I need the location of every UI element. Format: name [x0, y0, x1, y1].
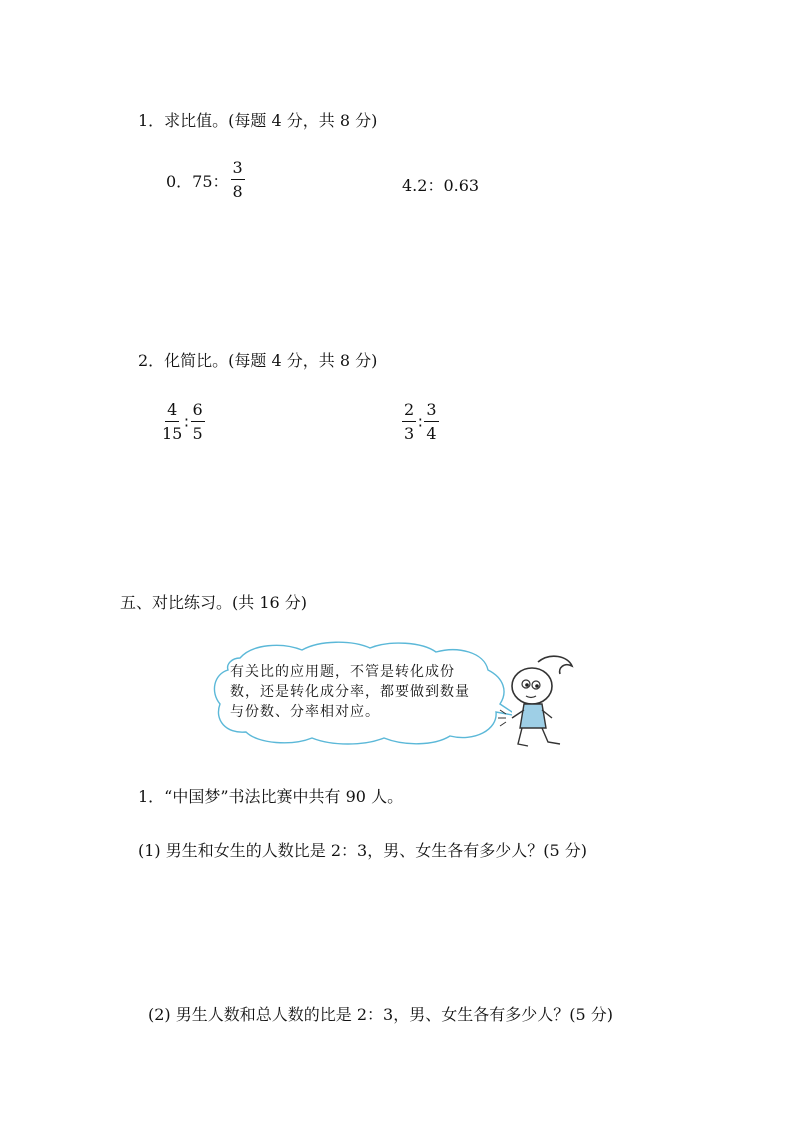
fraction-denominator: 15 — [162, 424, 183, 443]
fraction-numerator: 6 — [191, 402, 205, 422]
fraction-denominator: 3 — [404, 424, 415, 443]
q1-title: 1．求比值。(每题 4 分，共 8 分) — [138, 111, 378, 130]
q2-expr-a-fraction-2 — [191, 402, 205, 442]
q2-expr-b-fraction-1 — [402, 402, 416, 442]
q2-expression-b — [400, 402, 441, 442]
fraction-denominator: 8 — [232, 182, 243, 201]
section5-title: 五、对比练习。(共 16 分) — [120, 593, 308, 612]
q2-title: 2．化简比。(每题 4 分，共 8 分) — [138, 351, 378, 370]
ratio-separator: ∶ — [418, 412, 423, 432]
s5-q1-title: 1．“中国梦”书法比赛中共有 90 人。 — [138, 787, 404, 806]
q2-expr-b-fraction-2 — [424, 402, 438, 442]
q1-expr-a-fraction — [231, 160, 245, 200]
cartoon-mascot-icon — [498, 652, 580, 752]
ratio-separator: ∶ — [184, 412, 189, 432]
q1-expr-a-prefix: 0．75： — [166, 171, 229, 191]
fraction-numerator: 3 — [424, 402, 438, 422]
fraction-numerator: 3 — [231, 160, 245, 180]
q1-expression-a — [166, 160, 247, 200]
fraction-numerator: 4 — [165, 402, 179, 422]
s5-q1-sub2: (2) 男生人数和总人数的比是 2：3，男、女生各有多少人？(5 分) — [148, 1005, 613, 1024]
tip-text: 有关比的应用题，不管是转化成份数，还是转化成分率，都要做到数量与份数、分率相对应。 — [230, 664, 470, 720]
q2-expr-a-fraction-1 — [162, 402, 182, 442]
fraction-numerator: 2 — [402, 402, 416, 422]
s5-q1-sub1: (1) 男生和女生的人数比是 2：3，男、女生各有多少人？(5 分) — [138, 841, 587, 860]
q1-expression-b: 4.2：0.63 — [402, 176, 480, 195]
q2-expression-a — [160, 402, 207, 442]
fraction-denominator: 4 — [426, 424, 437, 443]
fraction-denominator: 5 — [192, 424, 203, 443]
